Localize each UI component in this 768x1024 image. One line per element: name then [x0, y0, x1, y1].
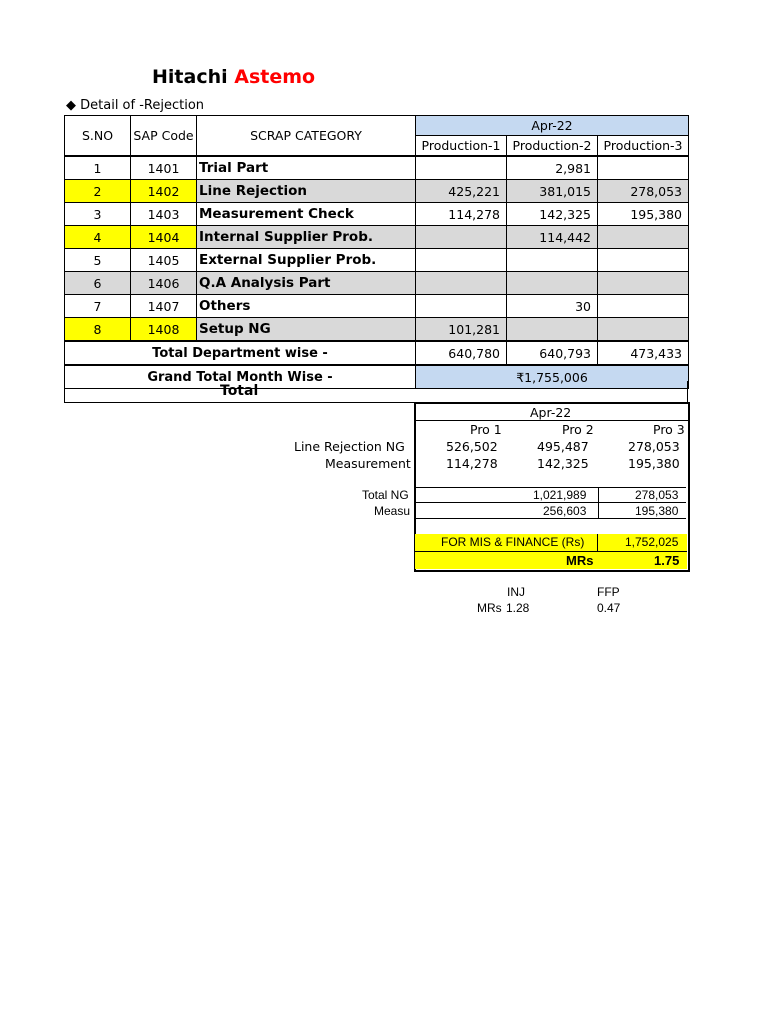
row-production-2: 114,442 [507, 226, 598, 249]
mrs-label: MRs [566, 553, 594, 568]
header-scrap-category: SCRAP CATEGORY [197, 116, 416, 157]
row-sap-code: 1408 [131, 318, 197, 342]
row-production-2: 30 [507, 295, 598, 318]
summary-pro1-header: Pro 1 [470, 422, 502, 437]
row-production-2: 381,015 [507, 180, 598, 203]
table-row [65, 272, 689, 295]
department-total-production-3: 473,433 [598, 341, 689, 365]
header-month: Apr-22 [416, 116, 689, 136]
grand-total-value: ₹1,755,006 [416, 365, 689, 389]
summary-month: Apr-22 [530, 405, 572, 420]
row-sno: 2 [65, 180, 131, 203]
finance-value: 1,752,025 [625, 535, 679, 549]
summary-measu-pro2: 256,603 [543, 504, 587, 518]
row-production-1 [416, 156, 507, 180]
row-sap-code: 1401 [131, 156, 197, 180]
mrs-value: 1.75 [654, 553, 680, 568]
ffp-label: FFP [597, 585, 620, 599]
row-production-1 [416, 272, 507, 295]
table-row [65, 156, 689, 180]
row-sap-code: 1407 [131, 295, 197, 318]
summary-measu-pro3: 195,380 [635, 504, 679, 518]
department-total-production-2: 640,793 [507, 341, 598, 365]
summary-measurement-label: Measurement [325, 456, 411, 471]
row-category: Trial Part [197, 156, 416, 180]
inj-label: INJ [507, 585, 525, 599]
split-mrs-label: MRs [477, 601, 502, 615]
row-production-2 [507, 272, 598, 295]
row-sap-code: 1406 [131, 272, 197, 295]
row-production-3 [598, 272, 689, 295]
table-row [65, 295, 689, 318]
grand-total-label: Grand Total Month Wise - [65, 365, 416, 389]
row-production-3 [598, 295, 689, 318]
row-production-3 [598, 318, 689, 342]
report-title [152, 66, 315, 88]
row-sno: 4 [65, 226, 131, 249]
row-production-1 [416, 249, 507, 272]
summary-line-rejection-pro3: 278,053 [628, 439, 680, 454]
row-sap-code: 1402 [131, 180, 197, 203]
section-subtitle: ◆ Detail of -Rejection [66, 98, 205, 113]
row-production-2: 2,981 [507, 156, 598, 180]
row-sno: 1 [65, 156, 131, 180]
brand-hitachi: Hitachi [152, 66, 228, 88]
ffp-value: 0.47 [597, 601, 621, 615]
summary-total-ng-pro3: 278,053 [635, 488, 679, 502]
department-total-production-1: 640,780 [416, 341, 507, 365]
row-production-1 [416, 295, 507, 318]
department-total-label: Total Department wise - [65, 341, 416, 365]
summary-line-rejection-pro2: 495,487 [537, 439, 589, 454]
table-row [65, 203, 689, 226]
summary-measurement-pro2: 142,325 [537, 456, 589, 471]
row-production-3 [598, 249, 689, 272]
row-sap-code: 1405 [131, 249, 197, 272]
rejection-table [64, 115, 689, 389]
summary-header-divider [414, 420, 688, 421]
row-production-2 [507, 318, 598, 342]
row-category: Setup NG [197, 318, 416, 342]
finance-label: FOR MIS & FINANCE (Rs) [441, 535, 585, 549]
table-row [65, 249, 689, 272]
summary-total-ng-pro2: 1,021,989 [533, 488, 587, 502]
summary-measu-label: Measu [374, 504, 411, 518]
row-production-1 [416, 226, 507, 249]
table-row [65, 180, 689, 203]
row-production-3 [598, 226, 689, 249]
row-category: Q.A Analysis Part [197, 272, 416, 295]
total-row [64, 381, 688, 403]
summary-total-ng-label: Total NG [362, 488, 409, 502]
summary-measurement-pro1: 114,278 [446, 456, 498, 471]
total-label: Total [220, 383, 259, 399]
summary-line-rejection-pro1: 526,502 [446, 439, 498, 454]
row-sno: 5 [65, 249, 131, 272]
header-production-3: Production-3 [598, 136, 689, 157]
row-sno: 8 [65, 318, 131, 342]
table-row [65, 318, 689, 342]
row-production-3: 195,380 [598, 203, 689, 226]
row-production-2: 142,325 [507, 203, 598, 226]
row-production-2 [507, 249, 598, 272]
table-row [65, 226, 689, 249]
row-category: Internal Supplier Prob. [197, 226, 416, 249]
summary-line-rejection-label: Line Rejection NG [294, 439, 405, 454]
header-production-2: Production-2 [507, 136, 598, 157]
row-sno: 3 [65, 203, 131, 226]
summary-pro2-header: Pro 2 [562, 422, 594, 437]
inj-value: 1.28 [506, 601, 530, 615]
summary-measurement-pro3: 195,380 [628, 456, 680, 471]
row-sap-code: 1403 [131, 203, 197, 226]
row-category: Others [197, 295, 416, 318]
row-category: Line Rejection [197, 180, 416, 203]
row-production-1: 425,221 [416, 180, 507, 203]
row-production-3: 278,053 [598, 180, 689, 203]
row-production-1: 114,278 [416, 203, 507, 226]
row-category: External Supplier Prob. [197, 249, 416, 272]
summary-pro3-header: Pro 3 [653, 422, 685, 437]
department-total-row [65, 341, 689, 365]
brand-astemo: Astemo [234, 66, 316, 88]
row-production-1: 101,281 [416, 318, 507, 342]
row-sno: 6 [65, 272, 131, 295]
header-production-1: Production-1 [416, 136, 507, 157]
row-sno: 7 [65, 295, 131, 318]
row-production-3 [598, 156, 689, 180]
header-sno: S.NO [65, 116, 131, 157]
row-category: Measurement Check [197, 203, 416, 226]
header-sap-code: SAP Code [131, 116, 197, 157]
row-sap-code: 1404 [131, 226, 197, 249]
